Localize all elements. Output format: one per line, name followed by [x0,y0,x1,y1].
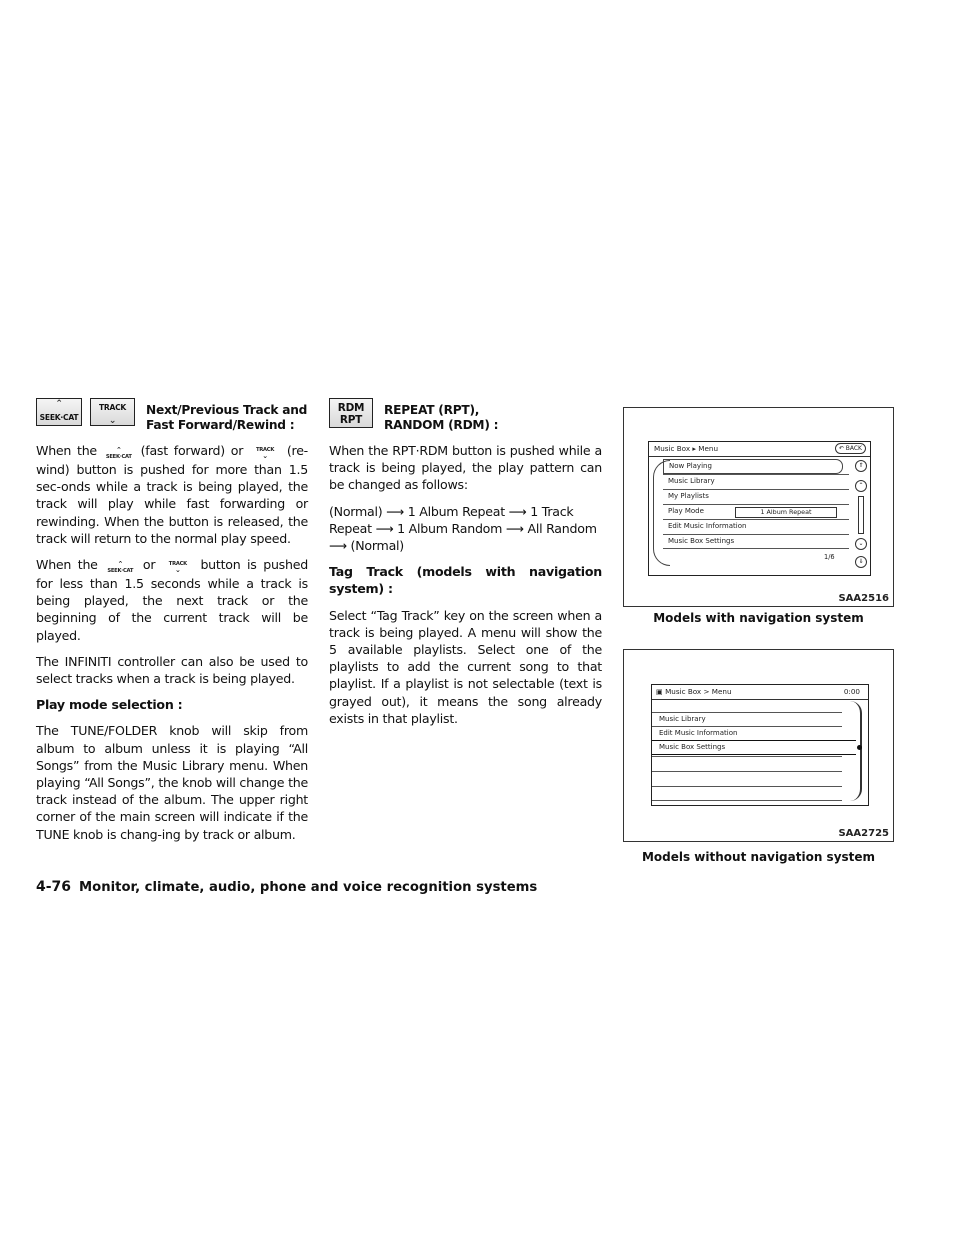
paragraph: The TUNE/FOLDER knob will skip from album to album unless it is playing “All Songs” from the Music Library menu. When playing “All Songs”, the knob will change the track instead of the album. The upper right corner of the main screen will indicate if the TUNE knob is chang-ing by track or album. [36,723,308,842]
screen-title: Music Box ▸ Menu [654,444,719,453]
back-button[interactable]: ↶ BACK [835,443,866,454]
right-arc-scroll-indicator [850,701,862,801]
track-button-icon: TRACK ⌄ [90,398,135,426]
menu-item[interactable]: Play Mode 1 Album Repeat [663,504,849,519]
page-down-icon[interactable]: ⇓ [855,556,867,568]
menu-item[interactable]: Edit Music Information [652,726,842,741]
menu-item[interactable]: Music Library [652,712,842,727]
figure-without-navigation [623,649,894,842]
page-indicator: 1/6 [824,553,835,561]
menu-item-selected[interactable]: Music Box Settings [652,740,856,755]
section-header-repeat [329,398,602,442]
menu-item-empty [652,771,842,786]
section-heading: REPEAT (RPT), RANDOM (RDM) : [384,403,499,432]
paragraph: (Normal) ⟶ 1 Album Repeat ⟶ 1 Track Repeat ⟶ 1 Album Random ⟶ All Random ⟶ (Normal) [329,503,597,554]
scroll-controls[interactable] [855,460,867,565]
menu-item[interactable]: Music Library [663,474,849,489]
menu-item-empty [652,786,842,801]
menu-item[interactable]: Now Playing [663,459,843,474]
figure-caption: Models with navigation system [653,611,864,625]
page-footer [36,879,537,895]
music-icon: ▣ [656,687,663,696]
menu-item[interactable]: My Playlists [663,489,849,504]
screen-title-bar [652,685,868,700]
screen-title: ▣ Music Box > Menu [656,687,732,696]
screen-display [648,441,871,576]
section-title: Monitor, climate, audio, phone and voice recognition systems [79,880,538,895]
paragraph: When the ⌃ SEEK·CAT (fast forward) or TRACK ⌄ (re-wind) button is pushed for more than 1.5 sec-onds while a track is being played, the track will play while fast forwarding or rewinding. When the button is released, the track will return to the normal play speed. [36,443,308,546]
figure-caption: Models without navigation system [641,850,876,864]
page-number: 4-76 [36,879,72,895]
section-header-track [36,398,308,442]
paragraph: When the RPT·RDM button is pushed while a track is being played, the play pattern can be changed as follows: [329,443,602,493]
figure-code: SAA2516 [838,593,889,604]
seek-cat-inline-icon: ⌃ SEEK·CAT [107,560,134,575]
time-display: 0:00 [843,687,860,696]
play-mode-value: 1 Album Repeat [735,507,837,518]
middle-column [329,398,602,736]
subheading: Play mode selection : [36,697,183,713]
left-column [36,398,308,852]
rdm-rpt-button-icon: RDM RPT [329,398,373,428]
paragraph: The INFINITI controller can also be used to select tracks when a track is being played. [36,653,308,687]
seek-cat-inline-icon: ⌃ SEEK·CAT [105,446,132,460]
paragraph: Select “Tag Track” key on the screen when a track is being played. A menu will show the 5 available playlists. Select one of the playlists to add the current song to that playlist. If a playlist is not selectable (text is grayed out), it means the song already exists in that playlist. [329,607,602,726]
figure-with-navigation [623,407,894,607]
scroll-position-marker [857,745,862,750]
menu-item[interactable]: Music Box Settings [663,534,849,549]
section-heading: Next/Previous Track and Fast Forward/Rewind : [146,403,308,432]
paragraph: When the ⌃ SEEK·CAT or TRACK ⌄ button is pushed for less than 1.5 seconds while a track is being played, the next track or the beginning of the current track will be played. [36,557,308,643]
page-up-icon[interactable]: ⇑ [855,460,867,472]
menu-item[interactable]: Edit Music Information [663,519,849,534]
track-inline-icon: TRACK ⌄ [255,447,275,460]
menu-item-empty [652,756,842,771]
seek-cat-button-icon: ⌃ SEEK·CAT [36,398,82,426]
screen-display [651,684,869,806]
scroll-up-icon[interactable]: ⌃ [855,480,867,492]
subheading: Tag Track (models with navigation system) : [329,564,602,597]
scrollbar[interactable] [858,496,864,534]
track-inline-icon: TRACK ⌄ [168,561,187,575]
scroll-down-icon[interactable]: ⌄ [855,538,867,550]
figure-code: SAA2725 [838,828,889,839]
screen-title-bar [649,442,870,457]
